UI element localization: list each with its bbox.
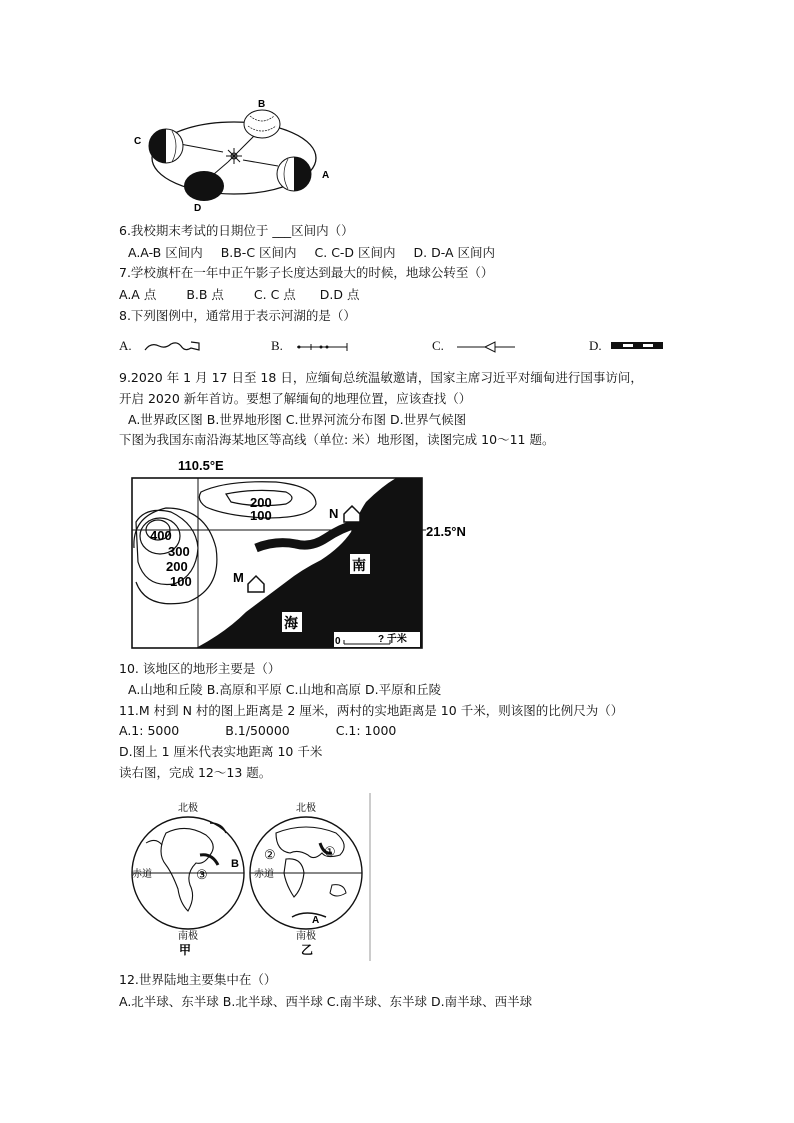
contour-400: 400	[150, 528, 172, 543]
hemispheres-diagram	[126, 793, 376, 961]
label-d: D	[194, 203, 202, 214]
contour-100a: 100	[250, 508, 272, 523]
marker-1: ①	[324, 844, 336, 859]
globe2-equator: 赤道	[254, 869, 274, 880]
earth-d	[184, 171, 224, 201]
q11-option-d[interactable]: D.图上 1 厘米代表实地距离 10 千米	[119, 744, 323, 759]
q12-options[interactable]: A.北半球、东半球 B.北半球、西半球 C.南半球、东半球 D.南半球、西半球	[119, 994, 533, 1009]
intro-10-11: 下图为我国东南沿海某地区等高线（单位: 米）地形图，读图完成 10～11 题。	[119, 432, 555, 447]
sea-label-2: 海	[284, 615, 298, 631]
point-b: B	[231, 858, 239, 870]
railway-symbol	[293, 338, 353, 354]
q9-line1: 9.2020 年 1 月 17 日至 18 日，应缅甸总统温敏邀请，国家主席习近平对缅甸进行国事访问，	[119, 370, 643, 385]
q10-stem: 10. 该地区的地形主要是（）	[119, 661, 281, 676]
q8-option-d[interactable]: D.	[589, 338, 602, 353]
contour-200a: 200	[250, 495, 272, 510]
latitude-label: 21.5°N	[426, 524, 466, 539]
label-b: B	[258, 99, 266, 110]
q11-option-b[interactable]: B.1/50000	[225, 723, 290, 738]
q6-options	[128, 245, 509, 261]
contour-100b: 100	[170, 574, 192, 589]
globe1-equator: 赤道	[132, 869, 152, 880]
marker-3: ③	[196, 867, 208, 882]
q8-options	[119, 336, 619, 356]
q9-options[interactable]: A.世界政区图 B.世界地形图 C.世界河流分布图 D.世界气候图	[128, 412, 467, 427]
q6-option-a[interactable]: A.A-B 区间内	[128, 245, 203, 260]
contour-300: 300	[168, 544, 190, 559]
globe2-south: 南极	[296, 931, 316, 942]
scale-zero: 0	[335, 636, 341, 647]
contour-200b: 200	[166, 559, 188, 574]
earth-orbit-diagram	[128, 96, 348, 216]
river-lake-symbol	[143, 338, 203, 354]
q11-options	[119, 723, 396, 739]
point-a: A	[312, 915, 320, 926]
q7-option-c[interactable]: C. C 点	[253, 287, 296, 302]
q6-option-d[interactable]: D. D-A 区间内	[413, 245, 495, 260]
q11-stem: 11.M 村到 N 村的图上距离是 2 厘米，两村的实地距离是 10 千米，则该图的比例尺为（）	[119, 703, 624, 718]
road-symbol	[609, 340, 669, 352]
contour-map	[126, 452, 486, 657]
q6-stem: 6.我校期末考试的日期位于 ___区间内（）	[119, 223, 354, 238]
q6-option-c[interactable]: C. C-D 区间内	[314, 245, 396, 260]
scale-unit: ? 千米	[378, 634, 407, 645]
longitude-label: 110.5°E	[178, 458, 224, 473]
label-c: C	[134, 136, 142, 147]
earth-a	[277, 157, 311, 191]
village-m-label: M	[233, 570, 244, 585]
q8-option-b[interactable]: B.	[271, 338, 283, 353]
sun-icon	[226, 148, 242, 164]
sea-label-1: 南	[352, 557, 366, 573]
earth-b	[244, 110, 280, 138]
q11-option-a[interactable]: A.1: 5000	[119, 723, 180, 738]
q7-option-d[interactable]: D.D 点	[319, 287, 360, 302]
globe1-north: 北极	[178, 803, 198, 814]
boundary-symbol	[455, 338, 519, 354]
q12-stem: 12.世界陆地主要集中在（）	[119, 972, 277, 987]
intro-12-13: 读右图，完成 12～13 题。	[119, 765, 272, 780]
globe2-north: 北极	[296, 803, 316, 814]
earth-c	[149, 129, 183, 163]
q11-option-c[interactable]: C.1: 1000	[335, 723, 397, 738]
q7-options	[119, 287, 374, 303]
q8-stem: 8.下列图例中，通常用于表示河湖的是（）	[119, 308, 356, 323]
label-a: A	[322, 170, 330, 181]
q7-option-b[interactable]: B.B 点	[186, 287, 224, 302]
marker-2: ②	[264, 847, 276, 862]
q7-stem: 7.学校旗杆在一年中正午影子长度达到最大的时候，地球公转至（）	[119, 265, 494, 280]
globe1-south: 南极	[178, 931, 198, 942]
globe1-label: 甲	[179, 943, 192, 957]
q10-options[interactable]: A.山地和丘陵 B.高原和平原 C.山地和高原 D.平原和丘陵	[128, 682, 442, 697]
q6-option-b[interactable]: B.B-C 区间内	[220, 245, 297, 260]
q8-option-c[interactable]: C.	[432, 338, 444, 353]
globe2-label: 乙	[301, 943, 314, 957]
q7-option-a[interactable]: A.A 点	[119, 287, 157, 302]
village-n-label: N	[329, 506, 339, 521]
q9-line2: 开启 2020 新年首访。要想了解缅甸的地理位置，应该查找（）	[119, 391, 472, 406]
q8-option-a[interactable]: A.	[119, 338, 132, 353]
